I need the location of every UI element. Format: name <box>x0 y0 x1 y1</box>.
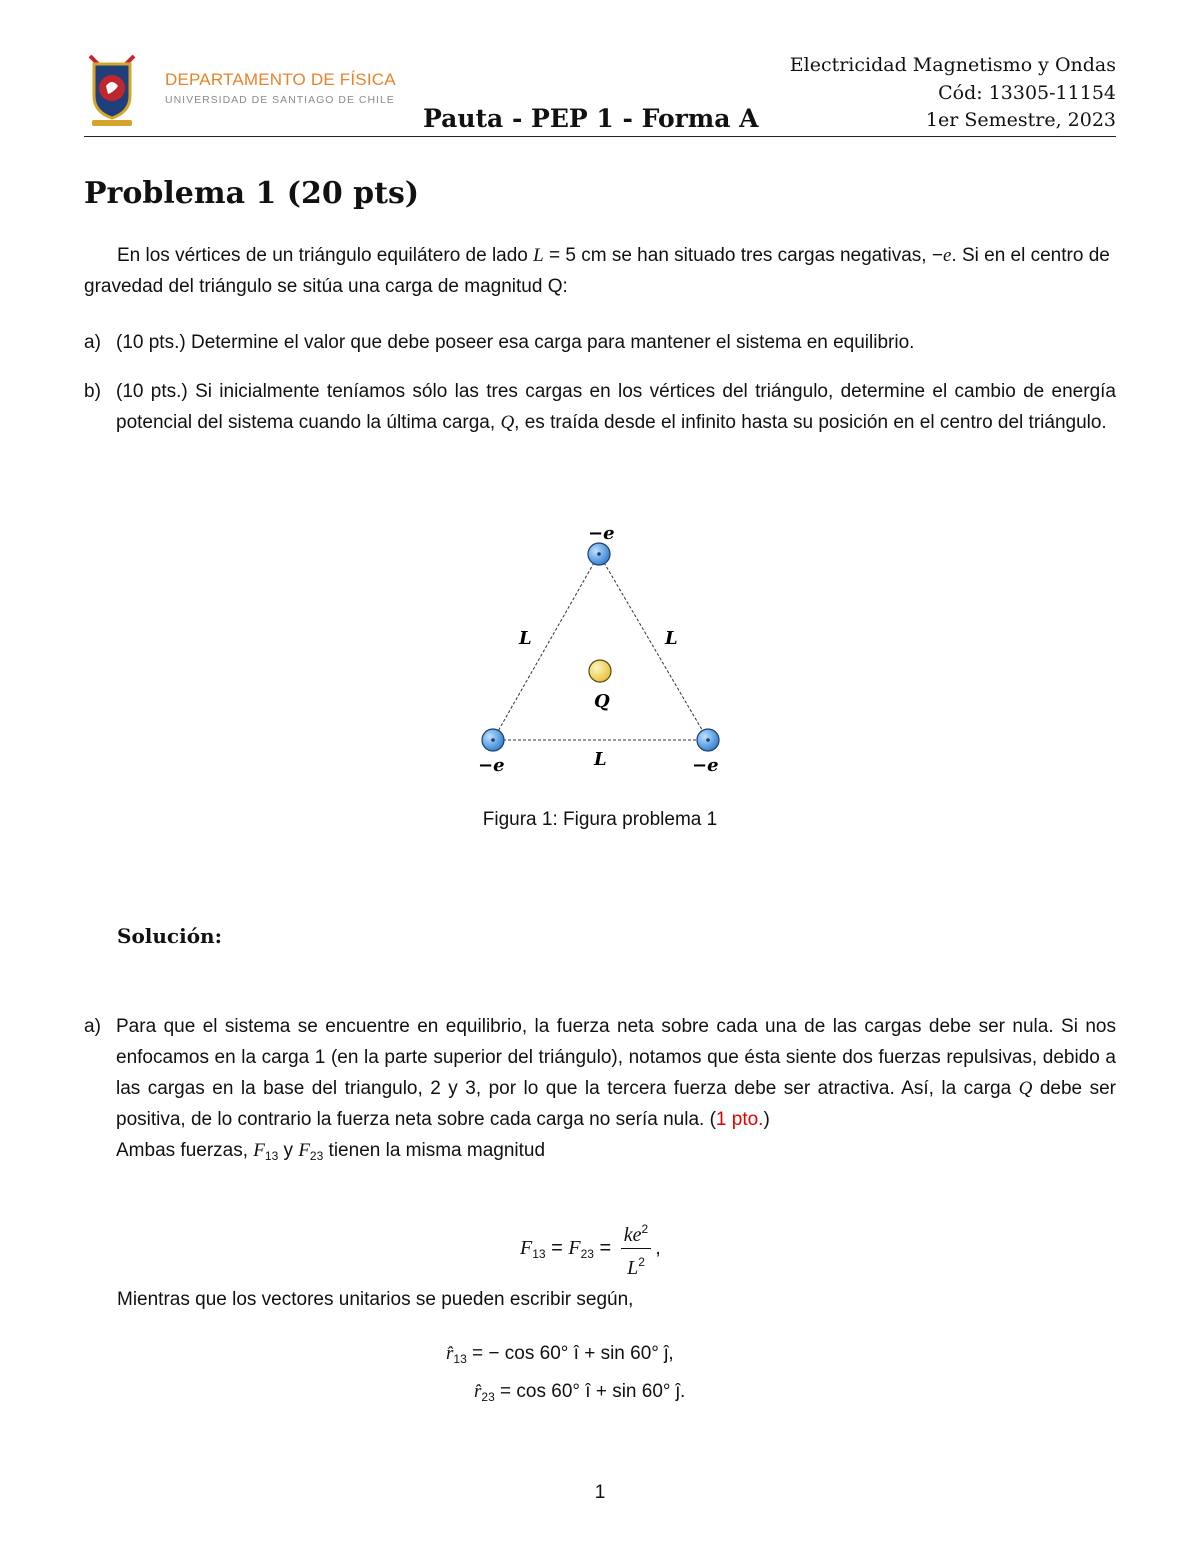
solution-a-label: a) <box>84 1016 101 1037</box>
question-b-label: b) <box>84 381 101 402</box>
solution-a-text: Para que el sistema se encuentre en equilibrio, la fuerza neta sobre cada una de las cargas debe ser nula. Si nos enfocamos en la carga 1 (en la parte superior del triángulo), notamos que ésta siente dos fuerzas repulsivas, debido a las cargas en la base del triangulo, 2 y 3, por lo que la tercera fuerza debe ser atractiva. Así, la carga Q debe ser positiva, de lo contrario la fuerza neta sobre cada carga no sería nula. (1 pto.) Ambas fuerzas, $F_{13}$ y $F_{23}$ tienen la misma magnitud <box>116 1016 1116 1163</box>
header-divider <box>84 136 1116 137</box>
department-name: DEPARTAMENTO DE FÍSICA <box>165 70 396 89</box>
course-name: Electricidad Magnetismo y Ondas <box>789 54 1116 76</box>
label-side-left: L <box>519 628 532 649</box>
course-code: Cód: 13305-11154 <box>938 82 1116 104</box>
label-center-charge: Q <box>594 691 610 712</box>
label-top-charge: −e <box>588 528 615 544</box>
problem-intro: En los vértices de un triángulo equilátero de lado L = 5 cm se han situado tres cargas negativas, −e. Si en el centro de gravedad del triángulo se sitúa una carga de magnitud Q: <box>84 245 1110 297</box>
question-a-text: (10 pts.) Determine el valor que debe poseer esa carga para mantener el sistema en equilibrio. <box>116 332 915 353</box>
crest-icon <box>84 50 140 130</box>
university-crest-logo <box>84 50 140 130</box>
label-right-charge: −e <box>692 755 719 776</box>
points-marker: 1 pto. <box>715 1109 764 1130</box>
fraction: $\frac{ke^2}{L^2}$ <box>621 1216 651 1281</box>
figure-caption: Figura 1: Figura problema 1 <box>482 809 718 830</box>
label-side-bottom: L <box>594 749 607 770</box>
question-b <box>84 376 1116 438</box>
unit-vectors-intro: Mientras que los vectores unitarios se pueden escribir según, <box>117 1289 634 1310</box>
unit-vector-r13: $r̂_{13}$ = − cos 60° î + sin 60° ĵ, <box>446 1343 674 1366</box>
force-magnitude-equation: $F_{13} = F_{23}$ = $\frac{ke^2}{L^2}$ , <box>520 1216 661 1281</box>
solution-a <box>84 1011 1116 1172</box>
side-right-line <box>599 554 708 740</box>
unit-vector-r23: $r̂_{23} = \cos 60^\circ$ î + sin 60° ĵ. <box>474 1381 686 1404</box>
center-charge <box>589 660 611 682</box>
page-number: 1 <box>594 1482 606 1503</box>
solution-title: Solución: <box>117 924 222 948</box>
label-left-charge: −e <box>478 755 505 776</box>
triangle-figure <box>470 528 740 788</box>
university-name: UNIVERSIDAD DE SANTIAGO DE CHILE <box>165 94 395 106</box>
side-left-line <box>493 554 599 740</box>
question-a <box>84 327 1116 358</box>
document-title: Pauta - PEP 1 - Forma A <box>423 104 759 133</box>
problem-heading: Problema 1 (20 pts) <box>84 176 420 211</box>
label-side-right: L <box>665 628 678 649</box>
question-a-label: a) <box>84 332 101 353</box>
question-b-text: (10 pts.) Si inicialmente teníamos sólo las tres cargas en los vértices del triángulo, determine el cambio de energía potencial del sistema cuando la última carga, Q, es traída desde el infinito hasta su posición en el centro del triángulo. <box>116 381 1116 433</box>
semester: 1er Semestre, 2023 <box>925 109 1116 131</box>
